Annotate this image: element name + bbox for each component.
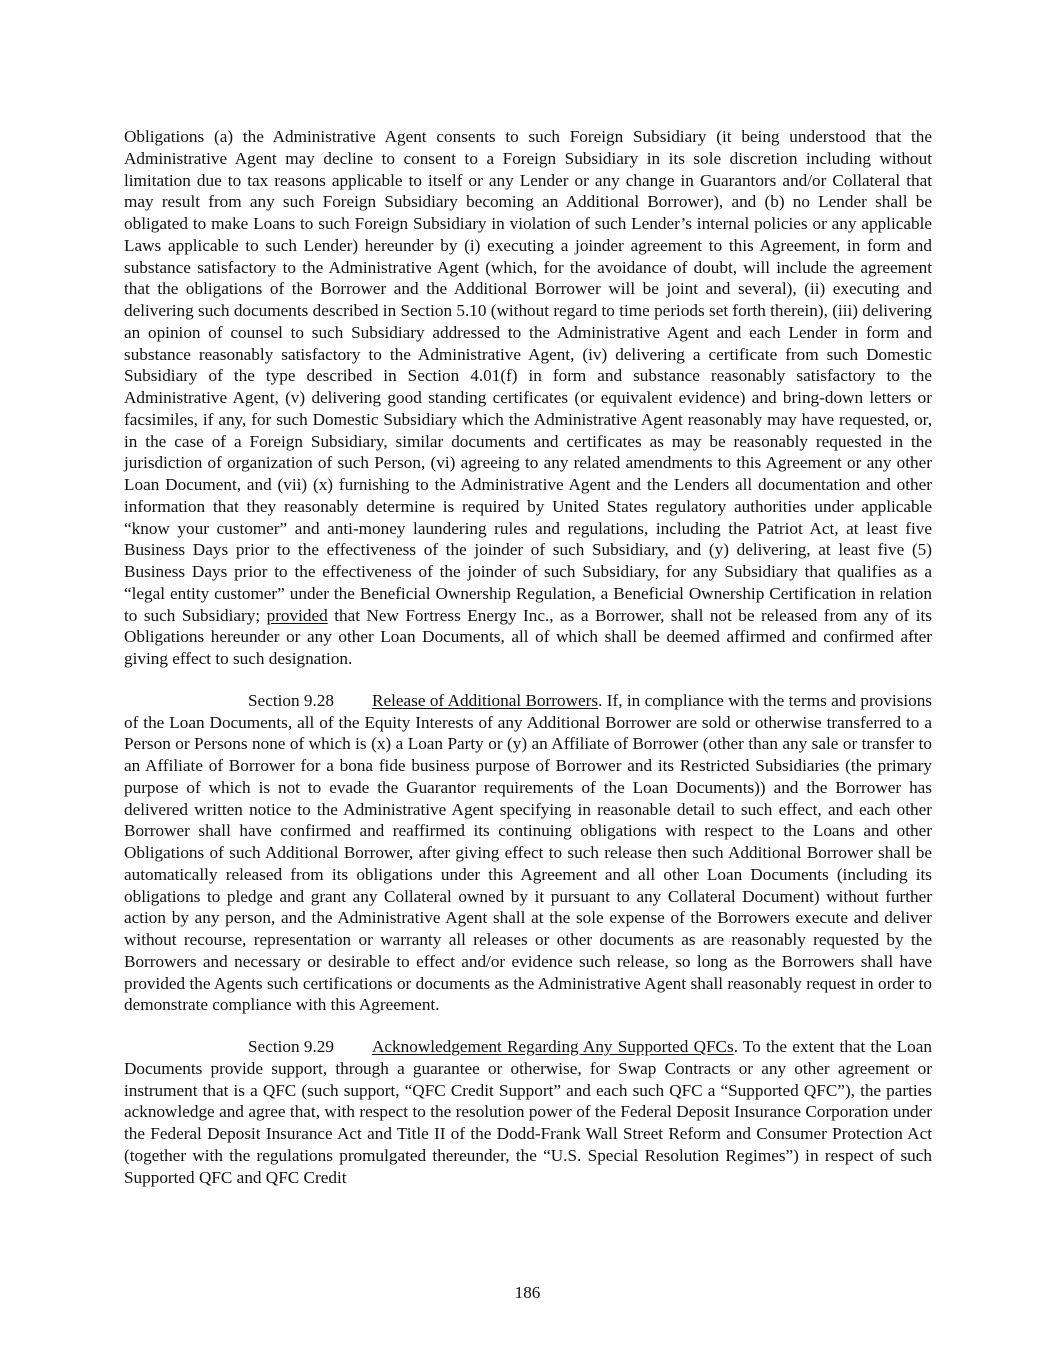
section-number: Section 9.29 [248,1037,334,1056]
section-body: . If, in compliance with the terms and provisions of the Loan Documents, all of the Equity Interests of any Additional Borrower are sold or otherwise transferred to a Person or Persons none of which is (x) a Loan Party or (y) an Affiliate of Borrower (other than any sale or transfer to an Affiliate of Borrower for a bona fide business purpose of Borrower and its Restricted Subsidiaries (the primary purpose of which is not to evade the Guarantor requirements of the Loan Documents)) and the Borrower has delivered written notice to the Administrative Agent specifying in reasonable detail to such effect, and each other Borrower shall have confirmed and reaffirmed its continuing obligations with respect to the Loans and other Obligations of such Additional Borrower, after giving effect to such release then such Additional Borrower shall be automatically released from its obligations under this Agreement and all other Loan Documents (including its obligations to pledge and grant any Collateral owned by it pursuant to any Collateral Document) without further action by any person, and the Administrative Agent shall at the sole expense of the Borrowers execute and deliver without recourse, representation or warranty all releases or other documents as are reasonably requested by the Borrowers and necessary or desirable to effect and/or evidence such release, so long as the Borrowers shall have provided the Agents such certifications or documents as the Administrative Agent shall reasonably request in order to demonstrate compliance with this Agreement. [124,690,932,1015]
paragraph-text-end: that New Fortress Energy Inc., as a Borrower, shall not be released from any of its Obligations hereunder or any other Loan Documents, all of which shall be deemed affirmed and confirmed after giving effect to such designation. [124,605,932,668]
paragraph-spacer [124,670,932,690]
section-9-29 [124,1036,932,1188]
section-number: Section 9.28 [248,690,334,710]
paragraph-spacer [124,1016,932,1036]
section-body: . To the extent that the Loan Documents provide support, through a guarantee or otherwise, for Swap Contracts or any other agreement or instrument that is a QFC (such support, “QFC Credit Support” and each such QFC a “Supported QFC”), the parties acknowledge and agree that, with respect to the resolution power of the Federal Deposit Insurance Corporation under the Federal Deposit Insurance Act and Title II of the Dodd-Frank Wall Street Reform and Consumer Protection Act (together with the regulations promulgated thereunder, the “U.S. Special Resolution Regimes”) in respect of such Supported QFC and QFC Credit [124,1037,932,1187]
provided-term: provided [266,605,328,625]
paragraph-obligations-continued [124,126,932,670]
paragraph-text: Obligations (a) the Administrative Agent consents to such Foreign Subsidiary (it being understood that the Administrative Agent may decline to consent to a Foreign Subsidiary in its sole discretion including without limitation due to tax reasons applicable to itself or any Lender or any change in Guarantors and/or Collateral that may result from any such Foreign Subsidiary becoming an Additional Borrower), and (b) no Lender shall be obligated to make Loans to such Foreign Subsidiary in violation of such Lender’s internal policies or any applicable Laws applicable to such Lender) hereunder by (i) executing a joinder agreement to this Agreement, in form and substance satisfactory to the Administrative Agent (which, for the avoidance of doubt, will include the agreement that the obligations of the Borrower and the Additional Borrower will be joint and several), (ii) executing and delivering such documents described in Section 5.10 (without regard to time periods set forth therein), (iii) delivering an opinion of counsel to such Subsidiary addressed to the Administrative Agent and each Lender in form and substance reasonably satisfactory to the Administrative Agent, (iv) delivering a certificate from such Domestic Subsidiary of the type described in Section 4.01(f) in form and substance reasonably satisfactory to the Administrative Agent, (v) delivering good standing certificates (or equivalent evidence) and bring-down letters or facsimiles, if any, for such Domestic Subsidiary which the Administrative Agent reasonably may have requested, or, in the case of a Foreign Subsidiary, similar documents and certificates as may be reasonably requested in the jurisdiction of organization of such Person, (vi) agreeing to any related amendments to this Agreement or any other Loan Document, and (vii) (x) furnishing to the Administrative Agent and the Lenders all documentation and other information that they reasonably determine is required by United States regulatory authorities under applicable “know your customer” and anti-money laundering rules and regulations, including the Patriot Act, at least five Business Days prior to the effectiveness of the joinder of such Subsidiary, and (y) delivering, at least five (5) Business Days prior to the effectiveness of the joinder of such Subsidiary, for any Subsidiary that qualifies as a “legal entity customer” under the Beneficial Ownership Regulation, a Beneficial Ownership Certification in relation to such Subsidiary; [124,127,932,625]
section-heading: Release of Additional Borrowers [372,690,599,710]
document-page [124,126,932,1188]
page-number: 186 [514,1283,541,1302]
section-heading: Acknowledgement Regarding Any Supported QFCs [372,1037,734,1056]
section-9-28 [124,690,932,1016]
